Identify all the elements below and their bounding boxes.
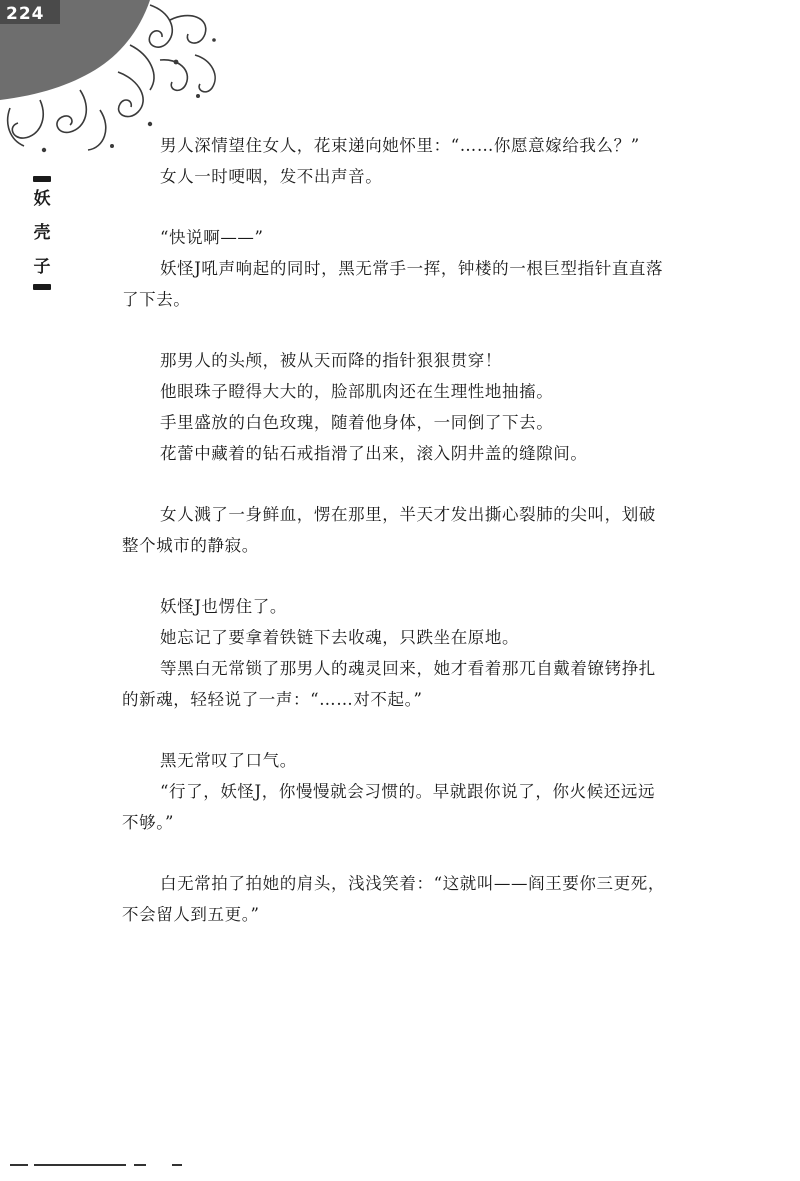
- side-title-top-bar: [33, 176, 51, 182]
- paragraph: [122, 499, 718, 561]
- side-title-char: 子: [33, 257, 51, 277]
- text-line: 不会留人到五更。”: [122, 905, 260, 924]
- paragraph: [122, 868, 718, 930]
- text-line: 他眼珠子瞪得大大的，脸部肌肉还在生理性地抽搐。: [160, 382, 554, 401]
- page-number: 224: [6, 4, 45, 24]
- text-line: 等黑白无常锁了那男人的魂灵回来，她才看着那兀自戴着镣铐挣扎: [160, 659, 656, 678]
- text-line: 女人溅了一身鲜血，愣在那里，半天才发出撕心裂肺的尖叫，划破: [160, 505, 656, 524]
- paragraph: [122, 345, 718, 469]
- side-title-bottom-bar: [33, 284, 51, 290]
- footer-rule: [0, 1164, 190, 1166]
- text-line: 妖怪J吼声响起的同时，黑无常手一挥，钟楼的一根巨型指针直直落: [160, 259, 664, 278]
- text-line: 黑无常叹了口气。: [160, 751, 297, 770]
- text-line: 她忘记了要拿着铁链下去收魂，只跌坐在原地。: [160, 628, 520, 647]
- text-line: 不够。”: [122, 813, 175, 832]
- text-line: 那男人的头颅，被从天而降的指针狠狠贯穿！: [160, 351, 502, 370]
- paragraph: [122, 130, 718, 192]
- side-title-char: 妖: [33, 189, 51, 209]
- text-line: 了下去。: [122, 290, 191, 309]
- body-text: [122, 130, 718, 960]
- text-line: 女人一时哽咽，发不出声音。: [160, 167, 383, 186]
- paragraph: [122, 745, 718, 838]
- paragraph: [122, 222, 718, 315]
- text-line: 白无常拍了拍她的肩头，浅浅笑着：“这就叫——阎王要你三更死，: [160, 874, 665, 893]
- paragraph: [122, 591, 718, 715]
- side-title-char: 壳: [33, 223, 51, 243]
- text-line: 手里盛放的白色玫瑰，随着他身体，一同倒了下去。: [160, 413, 554, 432]
- text-line: 男人深情望住女人，花束递向她怀里：“……你愿意嫁给我么？”: [160, 136, 640, 155]
- text-line: “行了，妖怪J，你慢慢就会习惯的。早就跟你说了，你火候还远远: [160, 782, 656, 801]
- text-line: 妖怪J也愣住了。: [160, 597, 287, 616]
- side-title: [24, 176, 60, 290]
- text-line: 花蕾中藏着的钻石戒指滑了出来，滚入阴井盖的缝隙间。: [160, 444, 588, 463]
- text-line: “快说啊——”: [160, 228, 264, 247]
- text-line: 的新魂，轻轻说了一声：“……对不起。”: [122, 690, 423, 709]
- text-line: 整个城市的静寂。: [122, 536, 259, 555]
